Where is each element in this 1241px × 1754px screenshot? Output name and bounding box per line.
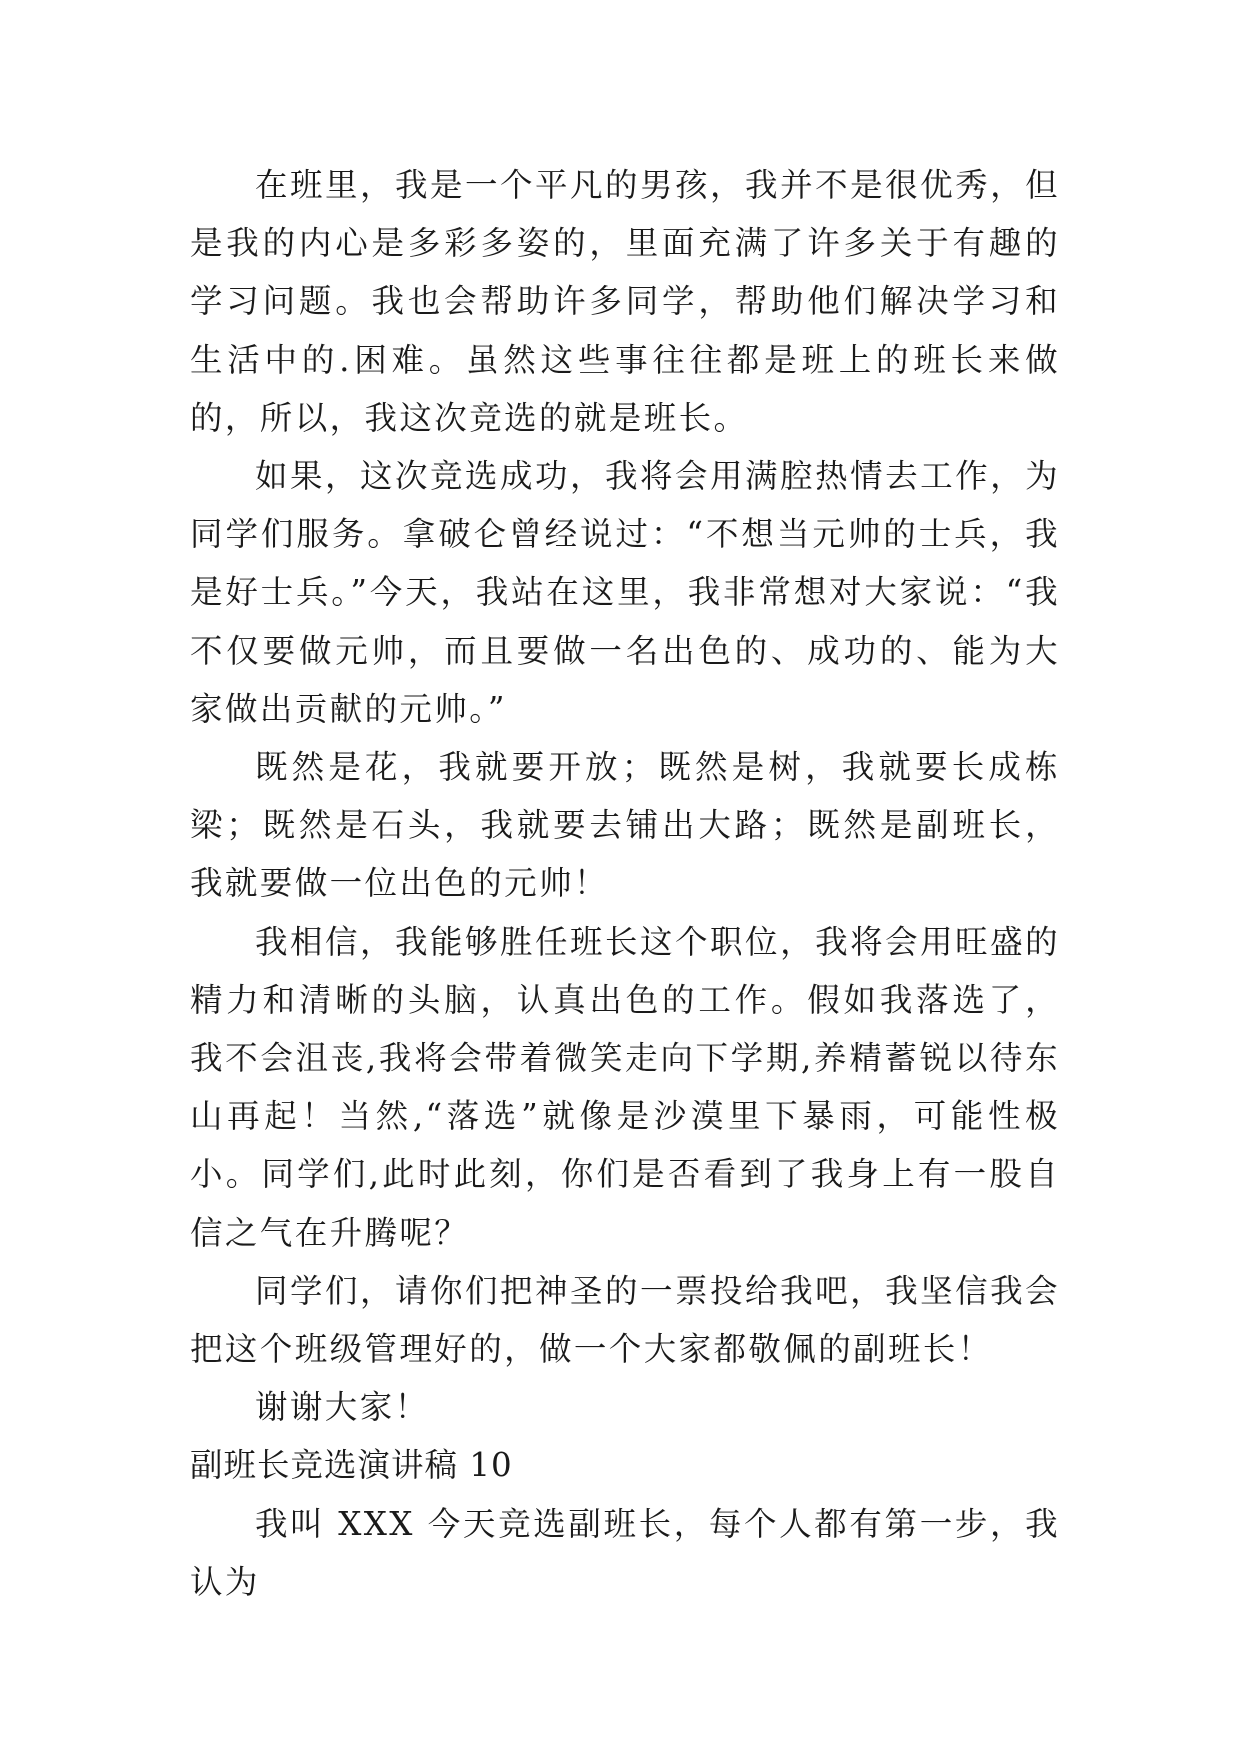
paragraph-5: 同学们，请你们把神圣的一票投给我吧，我坚信我会把这个班级管理好的，做一个大家都敬佩的副班长！ bbox=[190, 1271, 1060, 1369]
paragraph-3: 既然是花，我就要开放；既然是树，我就要长成栋梁；既然是石头，我就要去铺出大路；既然是副班长，我就要做一位出色的元帅！ bbox=[190, 748, 1060, 903]
paragraph-4: 我相信，我能够胜任班长这个职位，我将会用旺盛的精力和清晰的头脑，认真出色的工作。假如我落选了，我不会沮丧,我将会带着微笑走向下学期,养精蓄锐以待东山再起！当然,“落选”就像是沙漠里下暴雨，可能性极小。同学们,此时此刻，你们是否看到了我身上有一股自信之气在升腾呢？ bbox=[190, 922, 1060, 1252]
paragraph-1: 在班里，我是一个平凡的男孩，我并不是很优秀，但是我的内心是多彩多姿的，里面充满了许多关于有趣的学习问题。我也会帮助许多同学，帮助他们解决学习和生活中的.困难。虽然这些事往往都是班上的班长来做的，所以，我这次竞选的就是班长。 bbox=[190, 166, 1060, 437]
section-heading: 副班长竞选演讲稿 10 bbox=[190, 1446, 513, 1485]
paragraph-2: 如果，这次竞选成功，我将会用满腔热情去工作，为同学们服务。拿破仑曾经说过：“不想当元帅的士兵，我是好士兵。”今天，我站在这里，我非常想对大家说：“我不仅要做元帅，而且要做一名出色的、成功的、能为大家做出贡献的元帅。” bbox=[190, 457, 1060, 728]
paragraph-6: 谢谢大家！ bbox=[255, 1388, 430, 1427]
paragraph-7: 我叫 XXX 今天竞选副班长，每个人都有第一步，我认为 bbox=[190, 1504, 1060, 1601]
document-body bbox=[190, 156, 1060, 1611]
